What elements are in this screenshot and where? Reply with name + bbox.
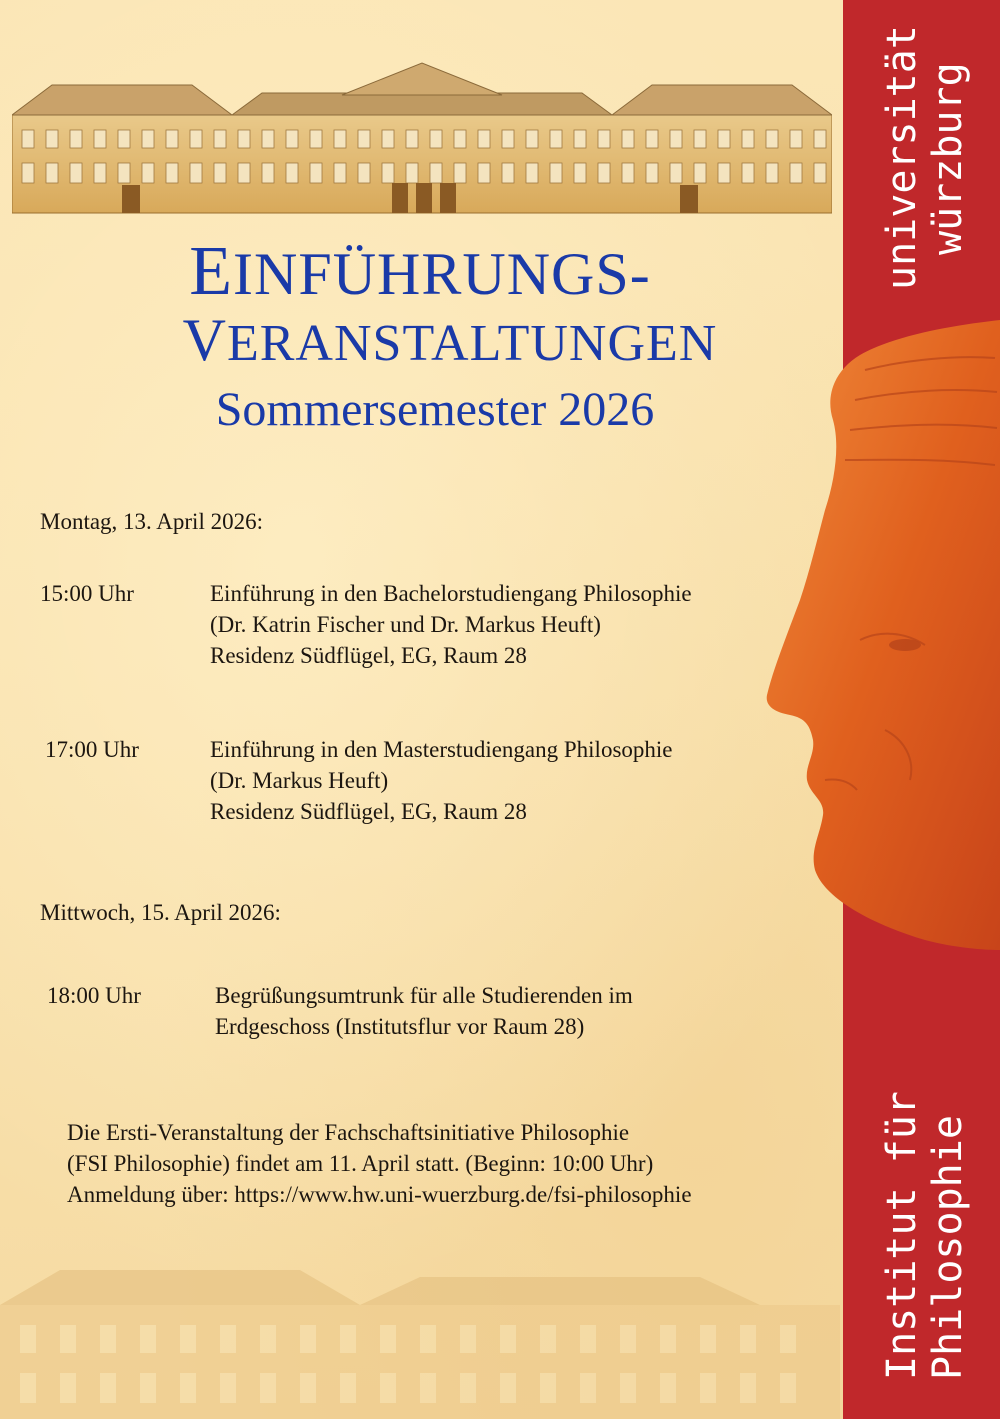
event-details [215,980,633,1042]
residenz-building-illustration [12,55,832,215]
day-heading-monday: Montag, 13. April 2026: [40,509,263,534]
event-title-continued: Erdgeschoss (Institutsflur vor Raum 28) [215,1014,585,1039]
event-details [210,578,692,671]
event-location: Residenz Südflügel, EG, Raum 28 [210,799,527,824]
note-line: Die Ersti-Veranstaltung der Fachschaftsinitiative Philosophie [67,1120,630,1145]
event-time: 15:00 Uhr [40,581,134,606]
event-speakers: (Dr. Markus Heuft) [210,768,389,793]
note-line: (FSI Philosophie) findet am 11. April statt. (Beginn: 10:00 Uhr) [67,1151,654,1176]
event-time: 17:00 Uhr [45,737,139,762]
event-details [210,734,673,827]
sculpture-head-profile-image [765,310,1000,950]
residenz-building-bottom-illustration [0,1255,840,1419]
event-title: Einführung in den Masterstudiengang Philosophie [210,737,673,762]
event-location: Residenz Südflügel, EG, Raum 28 [210,643,527,668]
event-title: Einführung in den Bachelorstudiengang Philosophie [210,581,692,606]
title-line-2: VERANSTALTUNGEN [182,307,718,373]
institute-name-line-1: Institut für [879,1091,925,1380]
fsi-note [67,1117,692,1210]
title-line-1: EINFÜHRUNGS- [189,233,651,310]
university-name-line-2: würzburg [925,62,971,255]
event-time: 18:00 Uhr [47,983,141,1008]
event-title: Begrüßungsumtrunk für alle Studierenden im [215,983,633,1008]
note-registration-link[interactable]: Anmeldung über: https://www.hw.uni-wuerzburg.de/fsi-philosophie [67,1182,692,1207]
day-heading-wednesday: Mittwoch, 15. April 2026: [40,900,281,925]
institute-name-line-2: Philosophie [925,1115,971,1380]
event-speakers: (Dr. Katrin Fischer und Dr. Markus Heuft) [210,612,601,637]
university-name-line-1: universität [879,25,925,290]
subtitle-semester: Sommersemester 2026 [215,383,655,436]
